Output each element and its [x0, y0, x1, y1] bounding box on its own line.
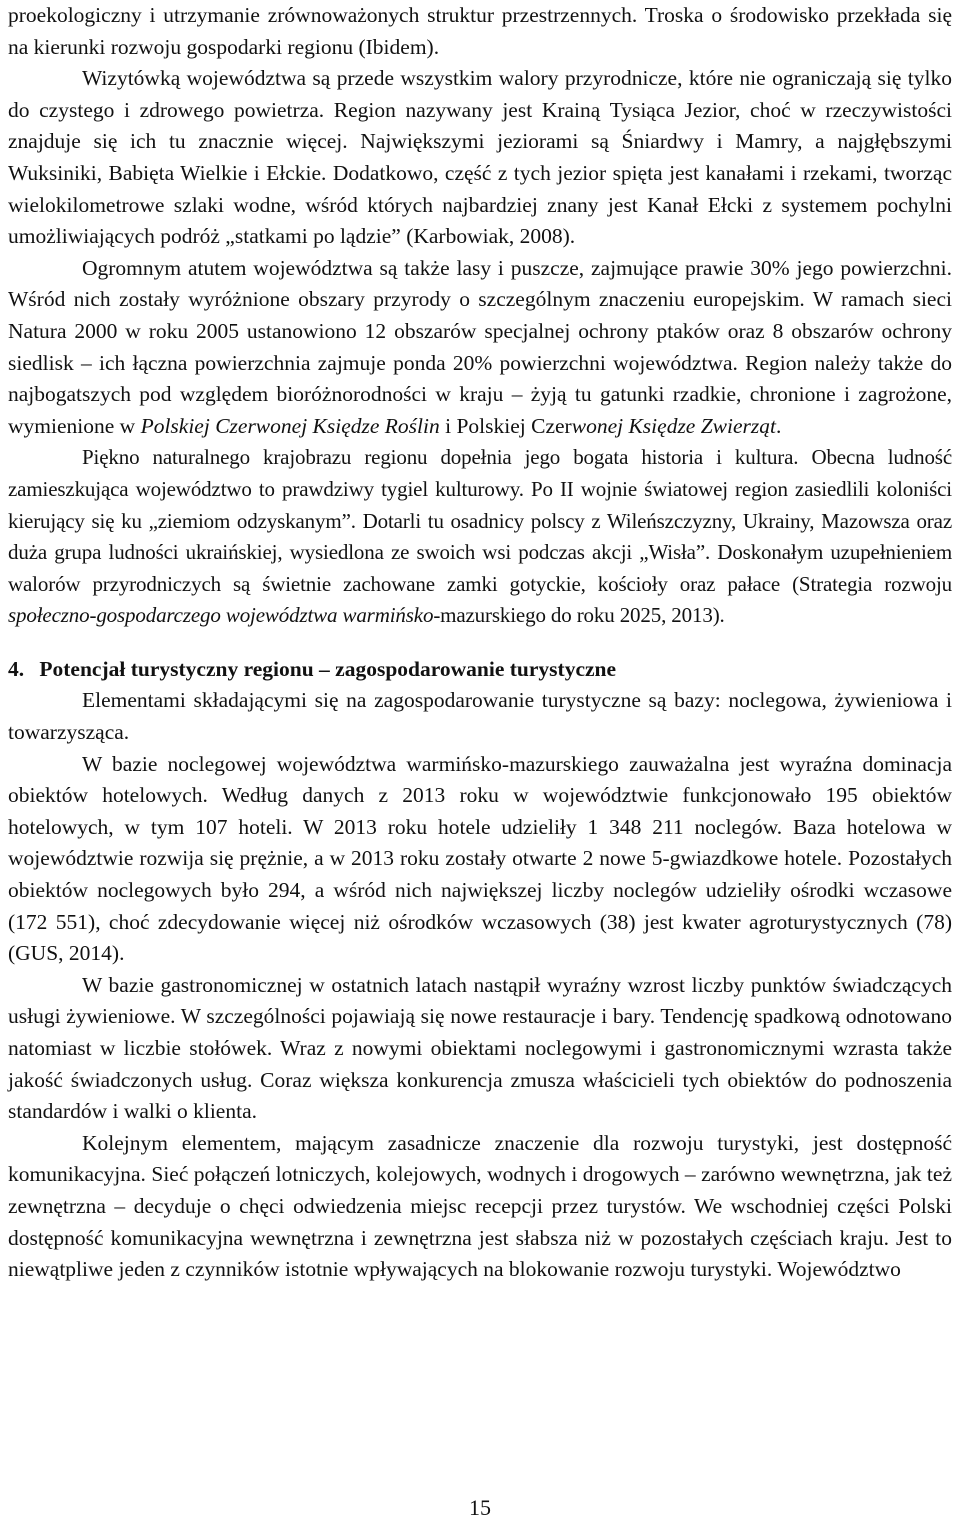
paragraph-tourism-bases	[8, 685, 952, 748]
paragraph-gastronomy	[8, 970, 952, 1128]
text-run: Piękno naturalnego krajobrazu regionu dopełnia jego bogata historia i kultura. Obecna ludność zamieszkująca województwo to prawdziwy tygiel kulturowy. Po II wojnie światowej region zasiedlili koloniści kierujący się ku „ziemiom odzyskanym”. Dotarli tu osadnicy polscy z Wileńszczyzny, Ukrainy, Mazowsza oraz duża grupa ludności ukraińskiej, wysiedlona ze swoich wsi podczas akcji „Wisła”. Doskonałym uzupełnieniem walorów przyrodniczych są świetnie zachowane zamki gotyckie, kościoły oraz pałace (Strategia rozwoju	[8, 445, 952, 596]
document-page	[8, 0, 952, 1286]
paragraph-continuation	[8, 0, 952, 63]
section-title: Potencjał turystyczny regionu – zagospodarowanie turystyczne	[39, 656, 617, 681]
paragraph-lakes	[8, 63, 952, 253]
text-run: Kolejnym elementem, mającym zasadnicze znaczenie dla rozwoju turystyki, jest dostępność komunikacyjna. Sieć połączeń lotniczych, kolejowych, wodnych i drogowych – zarówno wewnętrzna, jak też zewnętrzna – decyduje o chęci odwiedzenia miejsc recepcji przez turystów. We wschodniej części Polski dostępność komunikacyjna wewnętrzna i zewnętrzna jest słabsza niż w pozostałych częściach kraju. Jest to niewątpliwe jeden z czynników istotnie wpływających na blokowanie rozwoju turystyki. Województwo	[8, 1130, 952, 1282]
text-run: W bazie noclegowej województwa warmińsko-mazurskiego zauważalna jest wyraźna dominacja obiektów hotelowych. Według danych z 2013 roku w województwie funkcjonowało 195 obiektów hotelowych, w tym 107 hoteli. W 2013 roku hotele udzieliły 1 348 211 noclegów. Baza hotelowa w województwie rozwija się prężnie, a w 2013 roku zostały otwarte 2 nowe 5-gwiazdkowe hotele. Pozostałych obiektów noclegowych było 294, a wśród nich największej liczby noclegów udzieliły ośrodki wczasowe (172 551), choć zdecydowanie więcej niż ośrodków wczasowych (38) jest kwater agroturystycznych (78) (GUS, 2014).	[8, 751, 952, 966]
bottom-section	[8, 685, 952, 1285]
text-run: Elementami składającymi się na zagospodarowanie turystyczne są bazy: noclegowa, żywieniowa i towarzysząca.	[8, 688, 952, 745]
text-run: W bazie gastronomicznej w ostatnich latach nastąpił wyraźny wzrost liczby punktów świadczących usługi żywieniowe. W szczególności pojawiają się nowe restauracje i bary. Tendencję spadkową odnotowano natomiast w liczbie stołówek. Wraz z nowymi obiektami noclegowymi i gastronomicznymi wzrasta także jakość świadczonych usług. Coraz większa konkurencja zmusza właścicieli tych obiektów do podnoszenia standardów i walki o klienta.	[8, 972, 952, 1124]
section-number: 4.	[8, 656, 25, 681]
paragraph-transport	[8, 1128, 952, 1286]
italic-text: Polskiej Czerwonej Księdze Roślin	[140, 413, 440, 438]
text-run: -mazurskiego do roku 2025, 2013).	[433, 603, 725, 628]
italic-text: wonej Księdze Zwierząt	[571, 413, 776, 438]
section-heading	[8, 654, 952, 686]
paragraph-accommodation	[8, 749, 952, 970]
text-run: Wizytówką województwa są przede wszystkim walory przyrodnicze, które nie ograniczają się tylko do czystego i zdrowego powietrza. Region nazywany jest Krainą Tysiąca Jezior, choć w rzeczywistości znajduje się ich tu znacznie więcej. Największymi jeziorami są Śniardwy i Mamry, a najgłębszymi Wuksiniki, Babięta Wielkie i Ełckie. Dodatkowo, część z tych jezior spięta jest kanałami i rzekami, tworząc wielokilometrowe szlaki wodne, wśród których najbardziej znany jest Kanał Ełcki z systemem pochylni umożliwiających podróż „statkami po lądzie” (Karbowiak, 2008).	[8, 66, 952, 249]
top-section	[8, 0, 952, 632]
paragraph-history	[8, 442, 952, 632]
paragraph-forests	[8, 253, 952, 443]
text-run: Ogromnym atutem województwa są także lasy i puszcze, zajmujące prawie 30% jego powierzchni. Wśród nich zostały wyróżnione obszary przyrody o szczególnym znaczeniu europejskim. W ramach sieci Natura 2000 w roku 2005 ustanowiono 12 obszarów specjalnej ochrony ptaków oraz 8 obszarów ochrony siedlisk – ich łączna powierzchnia zajmuje ponda 20% powierzchni województwa. Region należy także do najbogatszych pod względem bioróżnorodności w kraju – żyją tu gatunki rzadkie, chronione i zagrożone, wymienione w	[8, 255, 952, 438]
text-run: proekologiczny i utrzymanie zrównoważonych struktur przestrzennych. Troska o środowisko przekłada się na kierunki rozwoju gospodarki regionu (Ibidem).	[8, 3, 952, 59]
section-gap	[8, 632, 952, 654]
text-run: .	[776, 413, 782, 438]
text-run: i Polskiej Czer	[439, 413, 572, 438]
page-number: 15	[469, 1495, 491, 1520]
italic-text: społeczno-gospodarczego województwa warmińsko	[8, 603, 434, 628]
